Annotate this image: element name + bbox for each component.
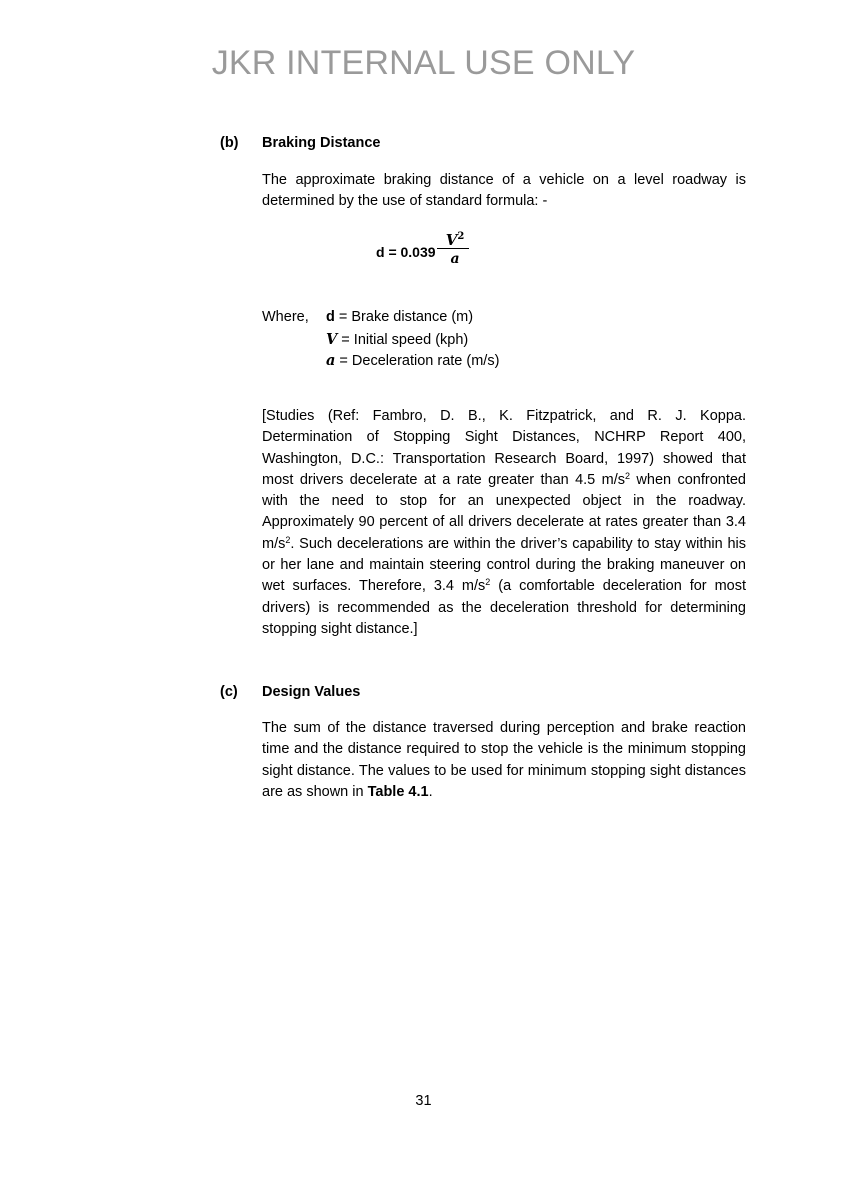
symbol-a: a (326, 352, 336, 369)
definition-text: = Brake distance (m) (334, 309, 474, 325)
where-label: Where, (262, 309, 309, 325)
section-b-title: Braking Distance (262, 135, 381, 151)
design-values-paragraph: The sum of the distance traversed during perception and brake reaction time and the distance required to stop the vehicle is the minimum stopping sight distance. The values to be used for minimum stopping sight distances are as shown in Table 4.1. (262, 720, 746, 800)
watermark: JKR INTERNAL USE ONLY (211, 44, 636, 82)
formula-fraction (441, 226, 469, 269)
section-b-label: (b) (220, 135, 239, 151)
formula-lhs: d = 0.039 (376, 244, 436, 260)
symbol-d: d (326, 309, 335, 325)
formula-denominator: a (450, 251, 460, 267)
symbol-v: V (326, 330, 338, 348)
section-c-label: (c) (220, 684, 238, 700)
definition-text: = Deceleration rate (m/s) (335, 353, 500, 369)
studies-paragraph: [Studies (Ref: Fambro, D. B., K. Fitzpatrick, and R. J. Koppa. Determination of Stopping Sight Distances, NCHRP Report 400, Washington, D.C.: Transportation Research Board, 1997) showed that most drivers decelerate at a rate greater than 4.5 $m/s^2$ when confronted with the need to stop for an unexpected object in the roadway. Approximately 90 percent of all drivers decelerate at rates greater than 3.4 $m/s^2$. Such decelerations are within the driver’s capability to stay within his or her lane and maintain steering control during the braking maneuver on wet surfaces. Therefore, 3.4 $m/s^2$ (a comfortable deceleration for most drivers) is recommended as the deceleration threshold for determining stopping sight distance.] (262, 408, 746, 637)
page-number: 31 (415, 1093, 432, 1109)
formula-numerator: $V^2$ (445, 231, 465, 249)
section-c-title: Design Values (262, 684, 361, 700)
definition-text: = Initial speed (kph) (337, 331, 469, 348)
braking-intro-paragraph: The approximate braking distance of a vehicle on a level roadway is determined by the use of standard formula: - (262, 172, 746, 210)
table-reference: Table 4.1 (367, 783, 429, 800)
